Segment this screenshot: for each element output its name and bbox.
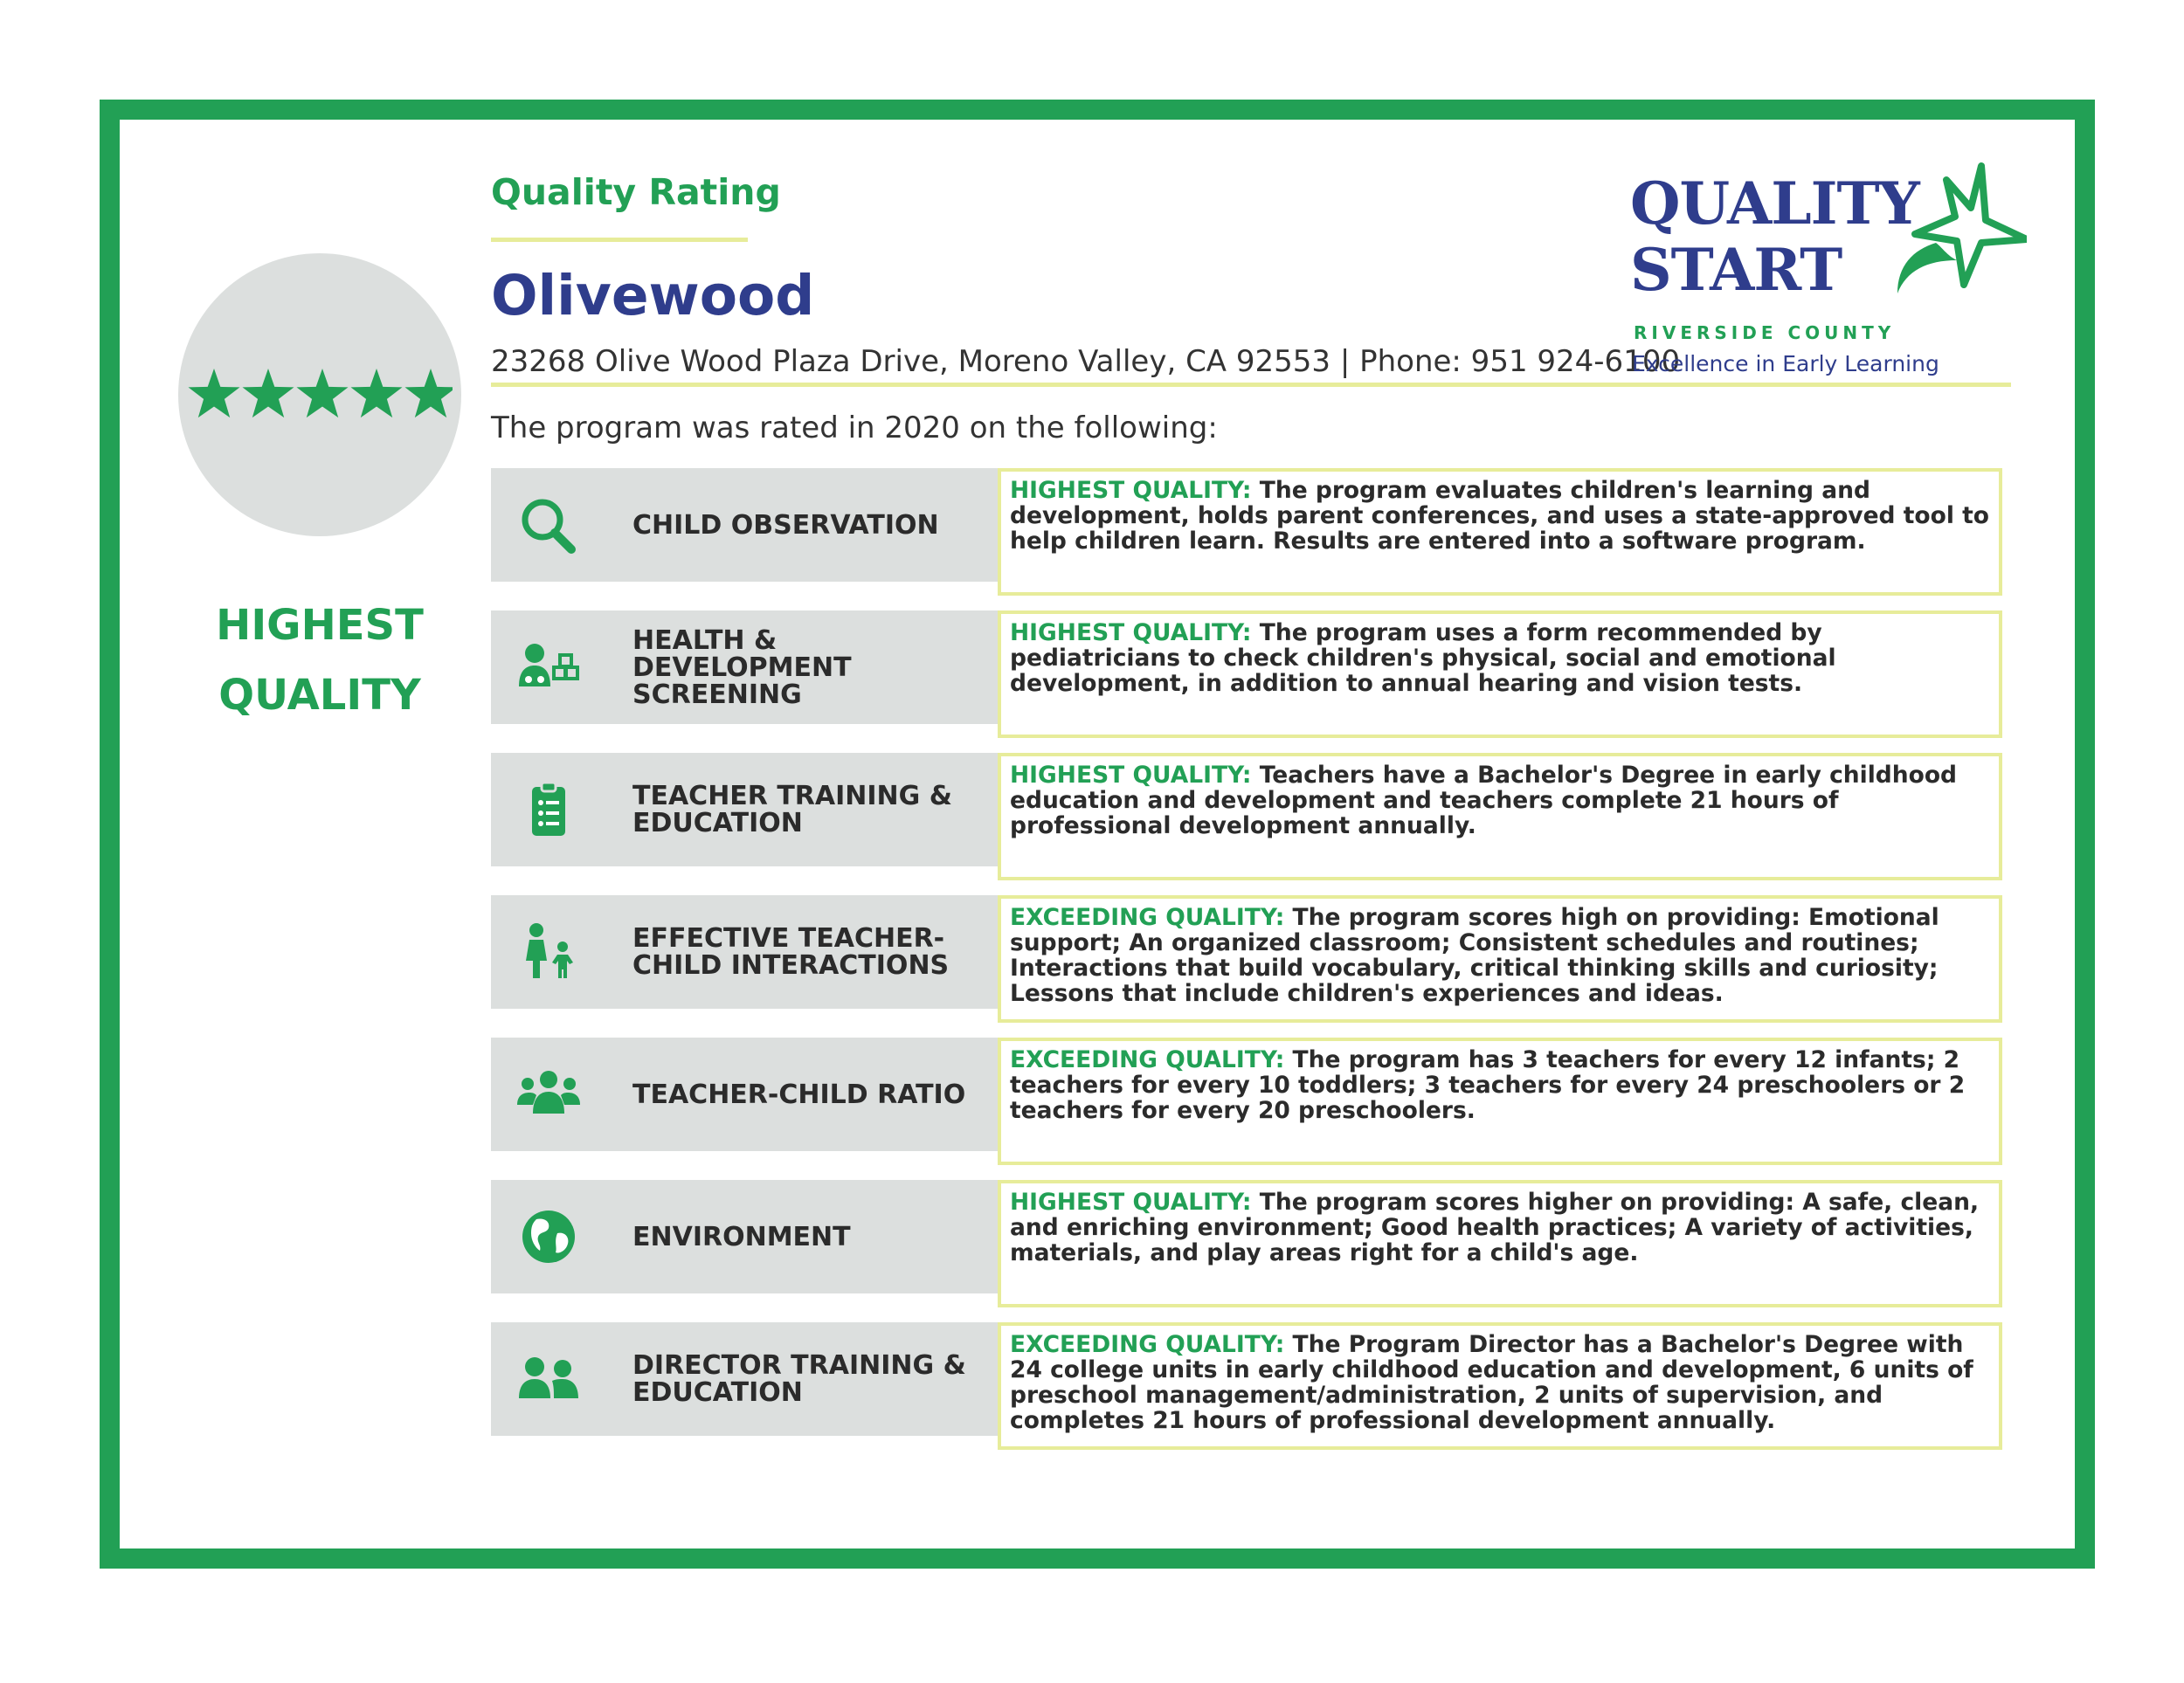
globe-icon (517, 1207, 580, 1266)
category-row (491, 468, 2009, 596)
quality-level: HIGHEST QUALITY: (1010, 477, 1252, 504)
logo-line2: START (1630, 236, 1842, 304)
category-row (491, 753, 2009, 880)
category-row (491, 895, 2009, 1023)
star-icon (405, 369, 453, 417)
description-text: The program uses a form recommended by pediatricians to check children's physical, social and emotional development, in addition to annual hearing and vision tests. (1010, 619, 1836, 697)
star-icon (243, 369, 294, 417)
category-description (998, 1180, 2002, 1307)
description-text: The program scores high on providing: Emotional support; An organized classroom; Consistent schedules and routines; Interactions that build vocabulary, critical thinking skills and curiosity; Lessons that include children's experiences and ideas. (1010, 904, 1939, 1007)
star-icon (297, 369, 349, 417)
quality-level: HIGHEST QUALITY: (1010, 619, 1252, 646)
category-description (998, 468, 2002, 596)
doctor-blocks-icon (517, 638, 580, 697)
category-panel (491, 610, 998, 724)
category-description (998, 895, 2002, 1023)
star-icon (351, 369, 403, 417)
overall-rating-label: HIGHEST QUALITY (216, 601, 424, 720)
magnifier-icon (517, 495, 580, 555)
description-text: The program has 3 teachers for every 12 infants; 2 teachers for every 10 toddlers; 3 teachers for every 24 preschoolers or 2 teachers for every 20 preschoolers. (1010, 1046, 1966, 1124)
logo-county: RIVERSIDE COUNTY (1634, 322, 1896, 343)
star-rating (187, 367, 453, 421)
category-panel (491, 1180, 998, 1293)
program-address: 23268 Olive Wood Plaza Drive, Moreno Valley, CA 92553 | Phone: 951 924-6100 (491, 344, 1681, 379)
category-row (491, 610, 2009, 738)
quality-level: EXCEEDING QUALITY: (1010, 904, 1285, 931)
two-people-icon (517, 1349, 580, 1409)
category-row (491, 1038, 2009, 1165)
description-text: The Program Director has a Bachelor's Degree with 24 college units in early childhood education and development, 6 units of preschool management/administration, 2 units of supervision, and completes 21 hours of professional development annually. (1010, 1331, 1973, 1434)
group-icon (517, 1065, 580, 1124)
quality-level: HIGHEST QUALITY: (1010, 1189, 1252, 1216)
category-description (998, 610, 2002, 738)
category-panel (491, 895, 998, 1009)
quality-start-logo (1627, 162, 2028, 381)
description-text: The program evaluates children's learning and development, holds parent conferences, and uses a state-approved tool to help children learn. Results are entered into a software program. (1010, 477, 1989, 555)
category-label: ENVIRONMENT (632, 1221, 851, 1252)
description-text: The program scores higher on providing: A safe, clean, and enriching environment; Good health practices; A variety of activities, materials, and play areas right for a child's age. (1010, 1189, 1980, 1266)
category-label: TEACHER TRAINING & EDUCATION (632, 781, 952, 838)
quality-level: HIGHEST QUALITY: (1010, 762, 1252, 789)
logo-tagline: Excellence in Early Learning (1632, 351, 1939, 376)
category-description (998, 1322, 2002, 1450)
category-label: EFFECTIVE TEACHER- CHILD INTERACTIONS (632, 923, 950, 981)
category-panel (491, 1038, 998, 1151)
program-name: Olivewood (491, 264, 815, 328)
header-divider (491, 383, 2011, 387)
category-label: HEALTH & DEVELOPMENT SCREENING (632, 624, 852, 710)
logo-line1: QUALITY (1630, 169, 1919, 238)
heading-underline (491, 238, 748, 242)
category-label: CHILD OBSERVATION (632, 509, 939, 541)
category-panel (491, 1322, 998, 1436)
clipboard-icon (517, 780, 580, 839)
category-description (998, 1038, 2002, 1165)
intro-text: The program was rated in 2020 on the following: (491, 410, 1218, 445)
star-icon (189, 369, 240, 417)
category-panel (491, 468, 998, 582)
adult-child-icon (517, 922, 580, 982)
category-panel (491, 753, 998, 866)
category-row (491, 1180, 2009, 1307)
description-text: Teachers have a Bachelor's Degree in early childhood education and development and teachers complete 21 hours of professional development annually. (1010, 762, 1958, 839)
category-label: TEACHER-CHILD RATIO (632, 1079, 966, 1110)
category-description (998, 753, 2002, 880)
quality-level: EXCEEDING QUALITY: (1010, 1046, 1285, 1073)
page-heading: Quality Rating (491, 171, 781, 213)
category-label: DIRECTOR TRAINING & EDUCATION (632, 1350, 966, 1408)
category-row (491, 1322, 2009, 1450)
star-swoosh-icon (1852, 162, 2027, 311)
quality-level: EXCEEDING QUALITY: (1010, 1331, 1285, 1358)
